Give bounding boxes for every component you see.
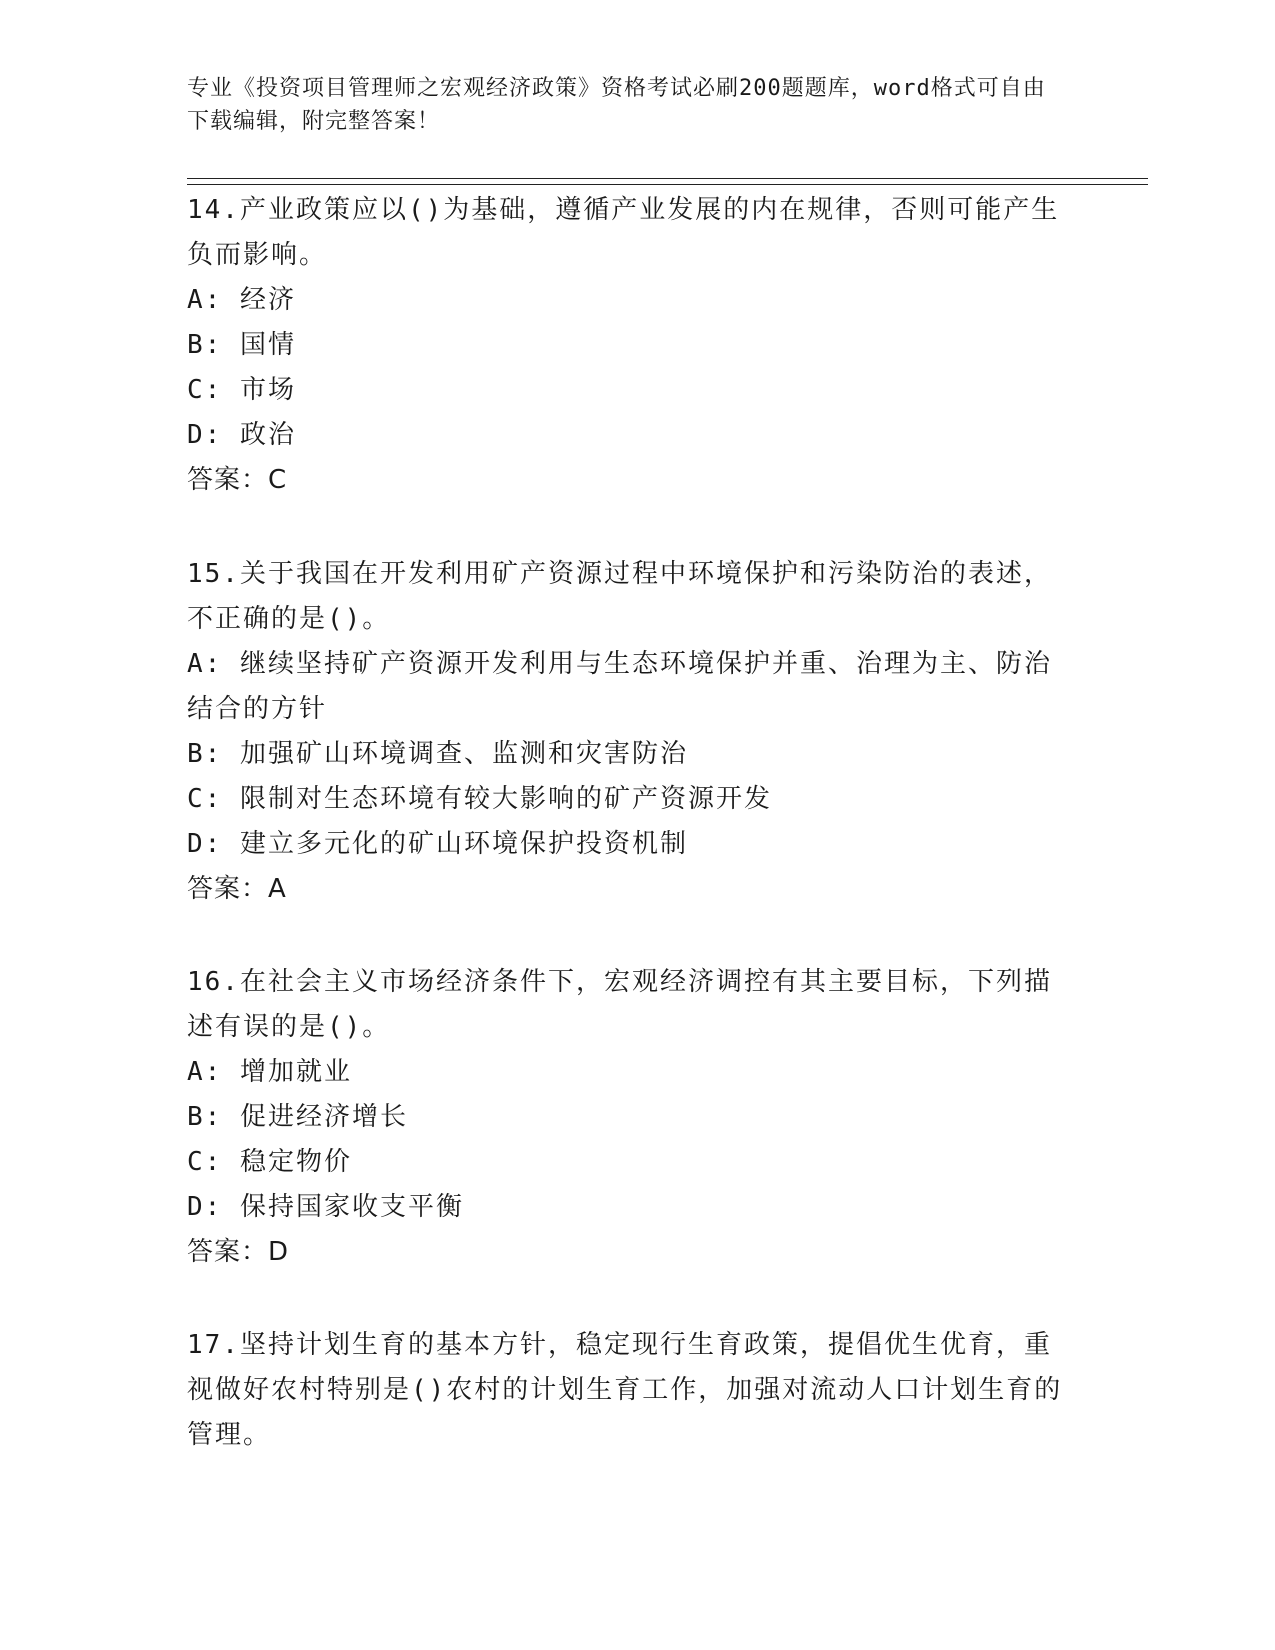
option-d: D: 政治	[187, 420, 296, 450]
question-stem: 16.在社会主义市场经济条件下，宏观经济调控有其主要目标，下列描述有误的是()。	[187, 967, 1052, 1042]
document-header: 专业《投资项目管理师之宏观经济政策》资格考试必刷200题题库，word格式可自由下载编辑，附完整答案！	[187, 76, 1046, 134]
answer: 答案：C	[187, 465, 288, 495]
option-a: A: 继续坚持矿产资源开发利用与生态环境保护并重、治理为主、防治结合的方针	[187, 649, 1052, 724]
option-c: C: 限制对生态环境有较大影响的矿产资源开发	[187, 784, 772, 814]
question-stem: 14.产业政策应以()为基础，遵循产业发展的内在规律，否则可能产生负而影响。	[187, 195, 1060, 270]
option-b: B: 国情	[187, 330, 296, 360]
answer: 答案：A	[187, 874, 287, 904]
option-d: D: 建立多元化的矿山环境保护投资机制	[187, 829, 688, 859]
option-c: C: 稳定物价	[187, 1147, 352, 1177]
question-stem: 17.坚持计划生育的基本方针，稳定现行生育政策，提倡优生优育，重视做好农村特别是()农村的计划生育工作，加强对流动人口计划生育的管理。	[187, 1330, 1063, 1450]
question-stem: 15.关于我国在开发利用矿产资源过程中环境保护和污染防治的表述，不正确的是()。	[187, 559, 1052, 634]
header-divider-bottom	[187, 184, 1148, 185]
option-c: C: 市场	[187, 375, 296, 405]
option-a: A: 增加就业	[187, 1057, 352, 1087]
option-b: B: 加强矿山环境调查、监测和灾害防治	[187, 739, 688, 769]
option-a: A: 经济	[187, 285, 296, 315]
question-14	[187, 188, 1077, 503]
question-17	[187, 1323, 1077, 1458]
option-d: D: 保持国家收支平衡	[187, 1192, 464, 1222]
question-16	[187, 960, 1077, 1275]
answer: 答案：D	[187, 1237, 290, 1267]
option-b: B: 促进经济增长	[187, 1102, 408, 1132]
question-15	[187, 552, 1077, 912]
header-divider-top	[187, 178, 1148, 179]
